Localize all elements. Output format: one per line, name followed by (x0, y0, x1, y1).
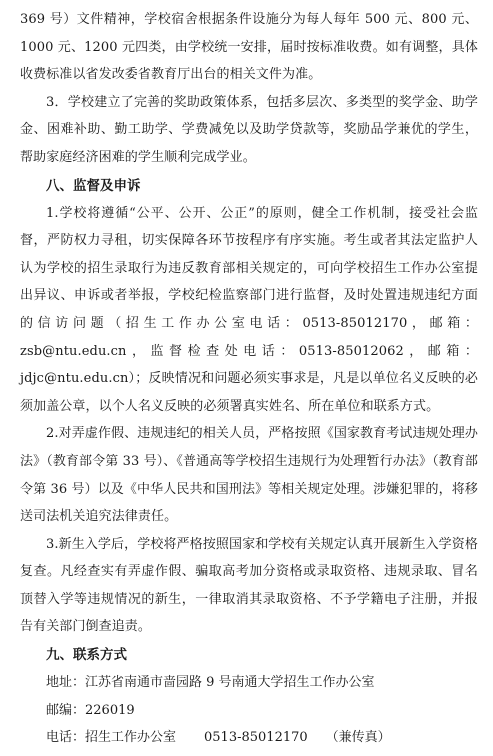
contact-postcode: 邮编：226019 (46, 702, 135, 718)
section-heading-contact: 九、联系方式 (46, 647, 127, 664)
paragraph-supervision-2: 2.对弄虚作假、违规违纪的相关人员，严格按照《国家教育考试违规处理办法》（教育部令第 33 号）、《普通高等学校招生违规行为处理暂行办法》（教育部令第 36 号）以及《中华人民共和国刑法》等相关规定处理。涉嫌犯罪的，将移送司法机关追究法律责任。 (20, 426, 478, 525)
contact-address: 地址：江苏省南通市啬园路 9 号南通大学招生工作办公室 (46, 675, 375, 691)
document-page (20, 6, 478, 752)
contact-phone-label: 电话：招生工作办公室 (46, 730, 177, 746)
paragraph-supervision-1: 1.学校将遵循“公平、公开、公正”的原则，健全工作机制，接受社会监督，严防权力寻租，切实保障各环节按程序有序实施。考生或者其法定监护人认为学校的招生录取行为违反教育部相关规定的，可向学校招生工作办公室提出异议、申诉或者举报，学校纪检监察部门进行监督，及时处置违规违纪方面的信访问题（招生工作办公室电话：0513-85012170，邮箱：zsb@ntu.edu.cn，监督检查处电话：0513-85012062，邮箱：jdjc@ntu.edu.cn）；反映情况和问题必须实事求是，凡是以单位名义反映的必须加盖公章，以个人名义反映的必须署真实姓名、所在单位和联系方式。 (20, 205, 478, 414)
contact-phone-note: （兼传真） (325, 730, 391, 746)
paragraph-supervision-3: 3.新生入学后，学校将严格按照国家和学校有关规定认真开展新生入学资格复查。凡经查实有弄虚作假、骗取高考加分资格或录取资格、违规录取、冒名顶替入学等违规情况的新生，一律取消其录取资格、不予学籍电子注册，并报告有关部门倒查追责。 (20, 536, 478, 635)
section-heading-supervision: 八、监督及申诉 (46, 177, 141, 194)
contact-phone (20, 724, 478, 752)
contact-phone-number: 0513-85012170 (204, 730, 308, 746)
paragraph-financial-aid: 3．学校建立了完善的奖助政策体系，包括多层次、多类型的奖学金、助学金、困难补助、勤工助学、学费减免以及助学贷款等，奖励品学兼优的学生，帮助家庭经济困难的学生顺利完成学业。 (20, 94, 478, 165)
paragraph-dorm-fees: 369 号）文件精神，学校宿舍根据条件设施分为每人每年 500 元、800 元、1000 元、1200 元四类，由学校统一安排，届时按标准收费。如有调整，具体收费标准以省发改委省教育厅出台的相关文件为准。 (20, 12, 478, 83)
